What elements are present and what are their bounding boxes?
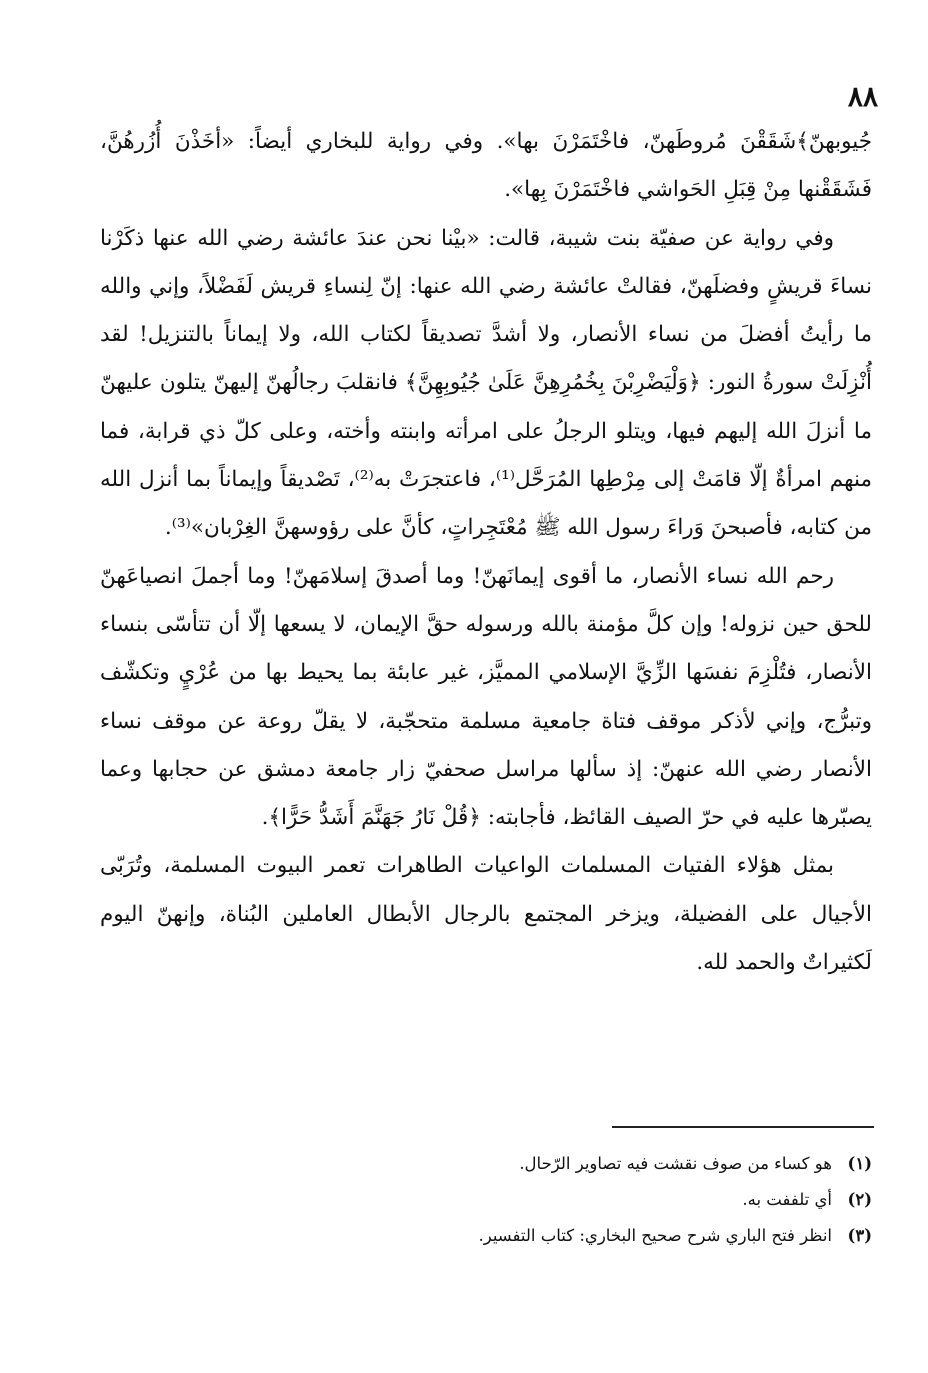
paragraph-2: وفي رواية عن صفيّة بنت شيبة، قالت: «بيْنا نحن عندَ عائشة رضي الله عنها ذكَرْنا نساءَ قريشٍ وفضلَهنّ، فقالتْ عائشة رضي الله عنها: إنّ لِنساءِ قريش لَفَضْلاً، وإني والله ما رأيتُ أفضلَ من نساء الأنصار، ولا أشدَّ تصديقاً لكتاب الله، ولا إيماناً بالتنزيل! لقد أُنْزِلَتْ سورةُ النور: ﴿وَلْيَضْرِبْنَ بِخُمُرِهِنَّ عَلَىٰ جُيُوبِهِنَّ﴾ فانقلبَ رجالُهنّ إليهنّ يتلون عليهنّ ما أنزلَ الله إليهم فيها، ويتلو الرجلُ على امرأته وابنته وأخته، وعلى كلّ ذي قرابة، فما منهم امرأةٌ إلّا قامَتْ إلى مِرْطِها المُرَحَّل⁽¹⁾، فاعتجرَتْ به⁽²⁾، تَصْديقاً وإيماناً بما أنزل الله من كتابه، فأصبحنَ وَراءَ رسول الله ﷺ مُعْتَجِراتٍ، كأنَّ على رؤوسهنَّ الغِرْبان»⁽³⁾. bbox=[100, 225, 872, 541]
footnote-marker: (٣) bbox=[847, 1226, 872, 1245]
paragraph-1: جُيوبهنّ﴾شَقَقْنَ مُروطَهنّ، فاخْتَمَرْنَ بها». وفي رواية للبخاري أيضاً: «أخَذْنَ أُزُرهُنَّ، فَشَقَقْنها مِنْ قِبَلِ الحَواشي فاخْتَمَرْنَ بِها». bbox=[100, 129, 872, 203]
footnote-marker: (١) bbox=[847, 1154, 872, 1173]
page-number: ٨٨ bbox=[847, 80, 878, 113]
paragraph-4: بمثل هؤلاء الفتيات المسلمات الواعيات الطاهرات تعمر البيوت المسلمة، وتُرَبّى الأجيال على الفضيلة، ويزخر المجتمع بالرجال الأبطال العاملين البُناة، وإنهنّ اليوم لَكثيراتٌ والحمد لله. bbox=[100, 853, 872, 976]
footnote-text: أي تلففت به. bbox=[742, 1190, 832, 1209]
footnote-3 bbox=[300, 1218, 872, 1254]
footnote-marker: (٢) bbox=[847, 1190, 872, 1209]
footnote-text: هو كساء من صوف نقشت فيه تصاوير الرّحال. bbox=[519, 1154, 832, 1173]
footnote-1 bbox=[300, 1146, 872, 1182]
footnote-text: انظر فتح الباري شرح صحيح البخاري: كتاب التفسير. bbox=[478, 1226, 832, 1245]
footnote-divider bbox=[612, 1126, 874, 1128]
footnotes bbox=[300, 1146, 872, 1254]
footnote-2 bbox=[300, 1182, 872, 1218]
paragraph-3: رحم الله نساء الأنصار، ما أقوى إيمانَهنّ! وما أصدقَ إسلامَهنّ! وما أجملَ انصياعَهنّ للحق حين نزوله! وإن كلَّ مؤمنة بالله ورسوله حقَّ الإيمان، لا يسعها إلّا أن تتأسّى بنساء الأنصار، فتُلْزِمَ نفسَها الزِّيَّ الإسلامي المميَّز، غير عابئة بما يحيط بها من عُرْيٍ وتكشّف وتبرُّج، وإني لأذكر موقف فتاة جامعية مسلمة متحجّبة، لا يقلّ روعة عن موقف نساء الأنصار رضي الله عنهنّ: إذ سألها مراسل صحفيّ زار جامعة دمشق عن حجابها وعما يصبّرها عليه في حرّ الصيف القائظ، فأجابته: ﴿قُلْ نَارُ جَهَنَّمَ أَشَدُّ حَرًّا﴾. bbox=[100, 563, 872, 831]
main-text bbox=[100, 118, 872, 987]
